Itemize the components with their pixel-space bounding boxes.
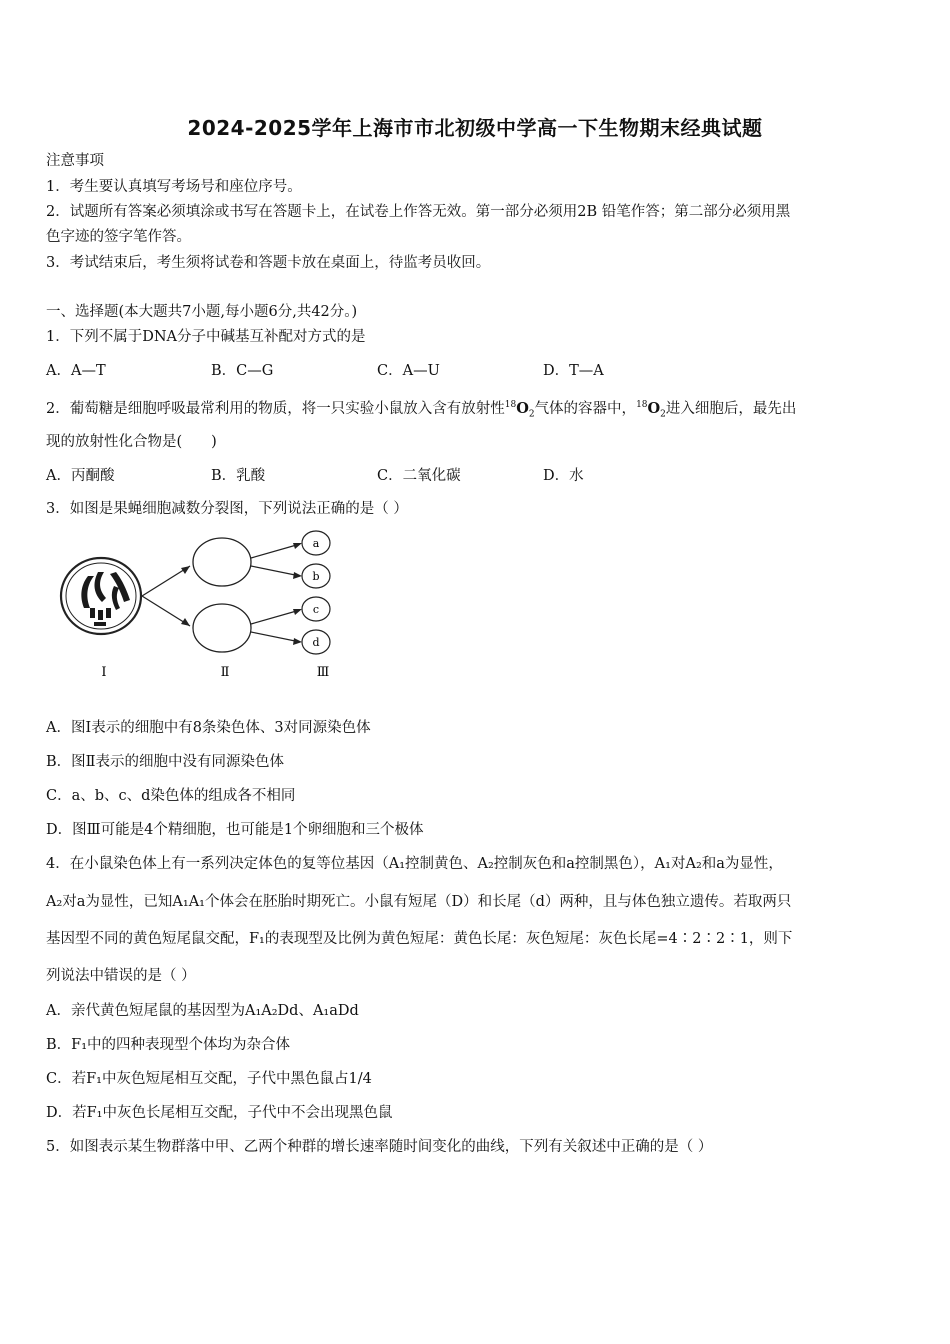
isotope-mass: 18 bbox=[636, 400, 648, 410]
q2-stem-part: 2．葡萄糖是细胞呼吸最常利用的物质，将一只实验小鼠放入含有放射性 bbox=[46, 400, 505, 417]
cell-II-lower bbox=[193, 604, 251, 652]
notice-item: 1．考生要认真填写考场号和座位序号。 bbox=[46, 179, 302, 195]
chromosome-shape bbox=[106, 608, 111, 618]
q1-option-a: A．A—T bbox=[46, 363, 106, 379]
cell-II-upper bbox=[193, 538, 251, 586]
q4-option-b: B．F₁中的四种表现型个体均为杂合体 bbox=[46, 1037, 291, 1053]
chromosome-shape bbox=[98, 610, 103, 620]
notice-item: 2．试题所有答案必须填涂或书写在答题卡上，在试卷上作答无效。第一部分必须用2B 铅笔作答；第二部分必须用黑 bbox=[46, 204, 791, 220]
isotope-symbol: O bbox=[516, 399, 529, 417]
notice-item: 色字迹的签字笔作答。 bbox=[46, 229, 191, 245]
page-title: 2024-2025学年上海市市北初级中学高一下生物期末经典试题 bbox=[187, 116, 763, 140]
cell-label-b: b bbox=[312, 570, 320, 583]
q1-option-c: C．A—U bbox=[377, 363, 440, 379]
q4-option-c: C．若F₁中灰色短尾相互交配，子代中黑色鼠占1/4 bbox=[46, 1071, 372, 1087]
cell-label-a: a bbox=[312, 537, 320, 550]
notice-item: 3．考试结束后，考生须将试卷和答题卡放在桌面上，待监考员收回。 bbox=[46, 255, 491, 271]
q3-option-a: A．图Ⅰ表示的细胞中有8条染色体、3对同源染色体 bbox=[46, 720, 371, 736]
q5-stem: 5．如图表示某生物群落中甲、乙两个种群的增长速率随时间变化的曲线，下列有关叙述中正确的是（ ） bbox=[46, 1139, 713, 1155]
chromosome-shape bbox=[112, 586, 120, 610]
q2-option-c: C．二氧化碳 bbox=[377, 468, 461, 484]
stage-label-III: Ⅲ bbox=[316, 665, 330, 680]
q4-stem-line: A₂对a为显性，已知A₁A₁个体会在胚胎时期死亡。小鼠有短尾（D）和长尾（d）两种，且与体色独立遗传。若取两只 bbox=[46, 894, 792, 910]
isotope-count: 2 bbox=[528, 409, 535, 420]
cell-label-c: c bbox=[312, 603, 320, 616]
q2-option-d: D．水 bbox=[543, 468, 584, 484]
chromosome-shape bbox=[81, 576, 94, 608]
isotope-count: 2 bbox=[660, 409, 666, 420]
meiosis-figure bbox=[50, 528, 350, 688]
q2-stem-part: 气体的容器中， bbox=[534, 400, 637, 417]
chromosome-shape bbox=[94, 622, 106, 626]
q2-option-a: A．丙酮酸 bbox=[46, 468, 115, 484]
stage-label-II: Ⅱ bbox=[220, 665, 230, 680]
q1-stem: 1．下列不属于DNA分子中碱基互补配对方式的是 bbox=[46, 329, 366, 345]
q3-stem: 3．如图是果蝇细胞减数分裂图，下列说法正确的是（ ） bbox=[46, 501, 408, 517]
q3-option-d: D．图Ⅲ可能是4个精细胞，也可能是1个卵细胞和三个极体 bbox=[46, 822, 424, 838]
q4-stem-line: 4．在小鼠染色体上有一系列决定体色的复等位基因（A₁控制黄色、A₂控制灰色和a控制黑色），A₁对A₂和a为显性， bbox=[46, 856, 783, 872]
stage-label-I: Ⅰ bbox=[101, 665, 107, 680]
isotope-symbol: O bbox=[647, 399, 661, 417]
cell-label-d: d bbox=[312, 636, 320, 649]
q3-option-b: B．图Ⅱ表示的细胞中没有同源染色体 bbox=[46, 754, 285, 770]
isotope-mass: 18 bbox=[504, 400, 517, 410]
chromosome-shape bbox=[95, 572, 106, 602]
q4-stem-line: 列说法中错误的是（ ） bbox=[46, 968, 196, 984]
chromosome-shape bbox=[90, 608, 95, 618]
section-heading: 一、选择题(本大题共7小题,每小题6分,共42分。) bbox=[46, 304, 358, 320]
q4-option-d: D．若F₁中灰色长尾相互交配，子代中不会出现黑色鼠 bbox=[46, 1105, 393, 1121]
q1-option-d: D．T—A bbox=[543, 363, 604, 379]
q4-stem-line: 基因型不同的黄色短尾鼠交配，F₁的表现型及比例为黄色短尾：黄色长尾：灰色短尾：灰色长尾=4∶2∶2∶1，则下 bbox=[46, 931, 793, 947]
q2-option-b: B．乳酸 bbox=[211, 468, 266, 484]
q1-option-b: B．C—G bbox=[211, 363, 274, 379]
q3-option-c: C．a、b、c、d染色体的组成各不相同 bbox=[46, 788, 296, 804]
q2-stem-part: 进入细胞后，最先出 bbox=[665, 400, 797, 417]
notice-heading: 注意事项 bbox=[46, 153, 104, 169]
q2-stem-line2: 现的放射性化合物是( ) bbox=[46, 434, 217, 450]
q2-stem bbox=[46, 395, 796, 425]
q4-option-a: A．亲代黄色短尾鼠的基因型为A₁A₂Dd、A₁aDd bbox=[46, 1003, 359, 1019]
